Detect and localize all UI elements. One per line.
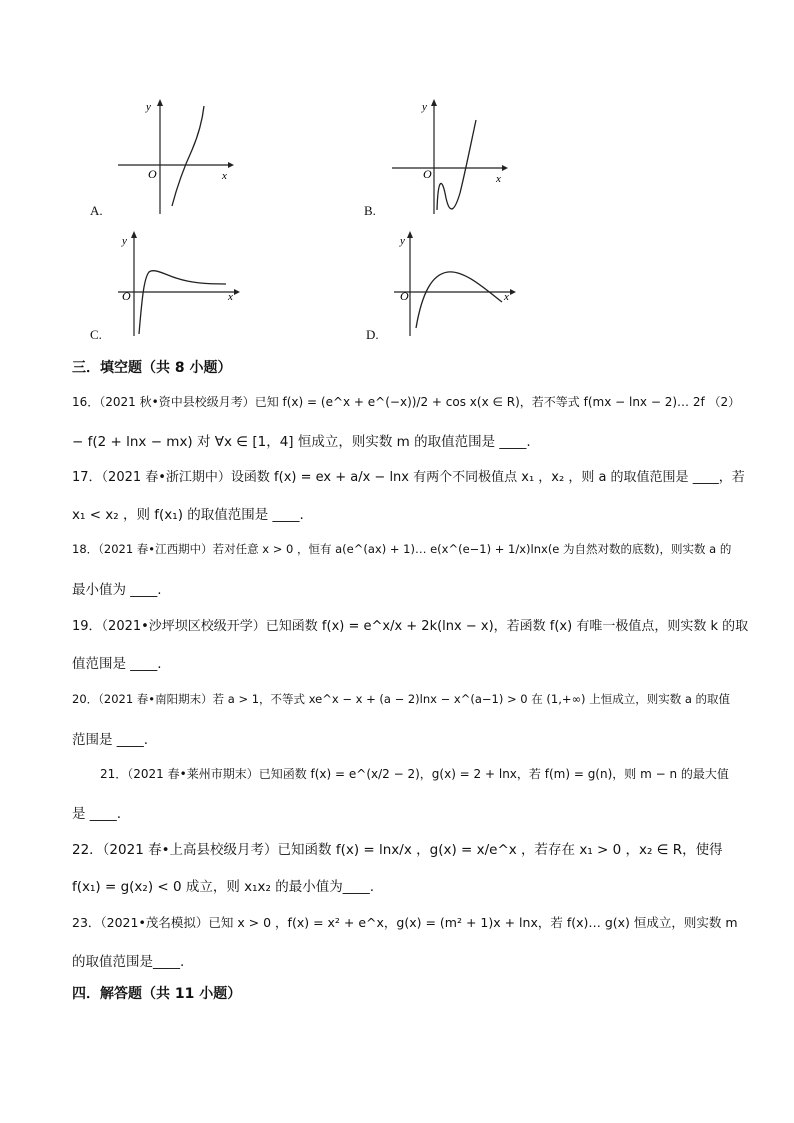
- graph-option-c: [116, 228, 242, 338]
- option-c-label: C.: [90, 327, 102, 342]
- problem-20-line-1: 20．（2021 春•南阳期末）若 a > 1，不等式 xe^x − x + (a − 2)lnx − x^(a−1) > 0 在 (1,+∞) 上恒成立，则实数 a 的取值: [72, 692, 731, 706]
- problem-19-line-2: 值范围是 ____.: [72, 656, 162, 672]
- problem-17-line-2: x₁ < x₂ ，则 f(x₁) 的取值范围是 ____.: [72, 507, 304, 523]
- section-title-answer: 四．解答题（共 11 小题）: [72, 986, 242, 1002]
- problem-18-line-1: 18．（2021 春•江西期中）若对任意 x > 0 ，恒有 a(e^(ax) + 1)… e(x^(e−1) + 1/x)lnx(e 为自然对数的底数)，则实数 a 的: [72, 542, 732, 556]
- x-axis-label: x: [496, 173, 501, 185]
- problem-16-line-2: − f(2 + lnx − mx) 对 ∀x ∈ [1，4] 恒成立，则实数 m 的取值范围是 ____.: [72, 434, 531, 450]
- y-axis-label: y: [400, 235, 405, 247]
- problem-23-line-2: 的取值范围是____.: [72, 954, 185, 970]
- y-axis-label: y: [122, 235, 127, 247]
- option-a-label: A.: [90, 203, 103, 218]
- problem-21-line-1: 21．（2021 春•莱州市期末）已知函数 f(x) = e^(x/2 − 2)，g(x) = 2 + lnx，若 f(m) = g(n)，则 m − n 的最大值: [100, 767, 729, 781]
- x-axis-label: x: [228, 291, 233, 303]
- problem-20-line-2: 范围是 ____.: [72, 732, 149, 748]
- origin-label: O: [148, 167, 157, 181]
- problem-21-line-2: 是 ____.: [72, 806, 122, 822]
- graph-option-b: [390, 98, 510, 216]
- y-axis-label: y: [146, 101, 151, 113]
- problem-17-line-1: 17．（2021 春•浙江期中）设函数 f(x) = ex + a/x − lnx 有两个不同极值点 x₁ ，x₂ ，则 a 的取值范围是 ____，若: [72, 470, 745, 485]
- y-axis-label: y: [422, 101, 427, 113]
- problem-19-line-1: 19．（2021•沙坪坝区校级开学）已知函数 f(x) = e^x/x + 2k(lnx − x)，若函数 f(x) 有唯一极值点，则实数 k 的取: [72, 619, 749, 634]
- origin-label: O: [423, 167, 432, 181]
- problem-22-line-2: f(x₁) = g(x₂) < 0 成立，则 x₁x₂ 的最小值为____.: [72, 879, 375, 895]
- problem-23-line-1: 23．（2021•茂名模拟）已知 x > 0 ，f(x) = x² + e^x，g(x) = (m² + 1)x + lnx，若 f(x)… g(x) 恒成立，则实数 m: [72, 915, 738, 930]
- problem-16-line-1: 16．（2021 秋•资中县校级月考）已知 f(x) = (e^x + e^(−x))/2 + cos x(x ∈ R)，若不等式 f(mx − lnx − 2)… 2f （2）: [72, 395, 741, 409]
- x-axis-label: x: [504, 291, 509, 303]
- problem-22-line-1: 22．（2021 春•上高县校级月考）已知函数 f(x) = lnx/x ，g(x) = x/e^x ，若存在 x₁ > 0 ，x₂ ∈ R，使得: [72, 842, 723, 858]
- section-title-fill-in: 三．填空题（共 8 小题）: [72, 360, 232, 376]
- problem-18-line-2: 最小值为 ____.: [72, 582, 162, 598]
- origin-label: O: [400, 289, 409, 303]
- option-d-label: D.: [366, 327, 379, 342]
- x-axis-label: x: [222, 170, 227, 182]
- option-b-label: B.: [364, 203, 376, 218]
- origin-label: O: [122, 289, 131, 303]
- graph-option-d: [392, 228, 518, 338]
- graph-option-a: [116, 98, 236, 216]
